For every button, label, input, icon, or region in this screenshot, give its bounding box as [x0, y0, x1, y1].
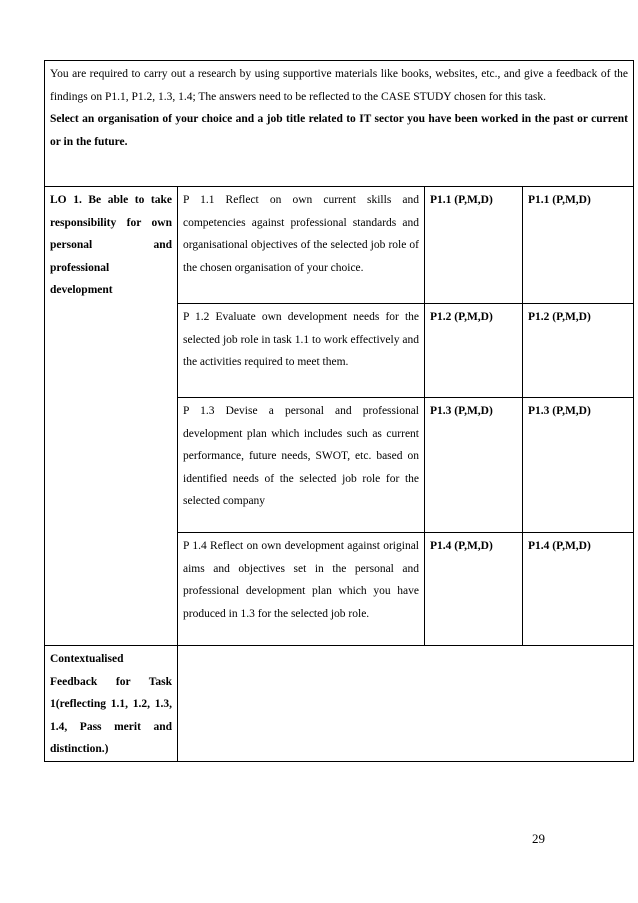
- feedback-row: [45, 646, 634, 762]
- grade-p1-1-a: P1.1 (P,M,D): [425, 187, 523, 304]
- learning-outcome-lo1: LO 1. Be able to take responsibility for own personal and professional development: [45, 187, 178, 646]
- assignment-task-table: [44, 60, 634, 762]
- grade-p1-4-b: P1.4 (P,M,D): [523, 533, 634, 646]
- task-instructions-bold: Select an organisation of your choice and a job title related to IT sector you have been worked in the past or current or in the future.: [50, 113, 628, 148]
- criterion-p1-2: P 1.2 Evaluate own development needs for the selected job role in task 1.1 to work effectively and the activities required to meet them.: [178, 304, 425, 398]
- criterion-p1-1: P 1.1 Reflect on own current skills and competencies against professional standards and organisational objectives of the selected job role of the chosen organisation of your choice.: [178, 187, 425, 304]
- page-number: 29: [532, 831, 545, 846]
- task-instructions-cell: [45, 61, 634, 187]
- criterion-p1-4: P 1.4 Reflect on own development against original aims and objectives set in the personal and professional development plan which you have produced in 1.3 for the selected job role.: [178, 533, 425, 646]
- feedback-label: Contextualised Feedback for Task 1(reflecting 1.1, 1.2, 1.3, 1.4, Pass merit and distinction.): [45, 646, 178, 762]
- grade-p1-4-a: P1.4 (P,M,D): [425, 533, 523, 646]
- intro-row: [45, 61, 634, 187]
- grade-p1-2-a: P1.2 (P,M,D): [425, 304, 523, 398]
- grade-p1-3-b: P1.3 (P,M,D): [523, 398, 634, 533]
- feedback-value: [178, 646, 634, 762]
- grade-p1-1-b: P1.1 (P,M,D): [523, 187, 634, 304]
- criterion-row-p1-1: [45, 187, 634, 304]
- grade-p1-3-a: P1.3 (P,M,D): [425, 398, 523, 533]
- task-instructions-text: You are required to carry out a research by using supportive materials like books, websites, etc., and give a feedback of the findings on P1.1, P1.2, 1.3, 1.4; The answers need to be reflected to the CASE STUDY chosen for this task.: [50, 68, 628, 103]
- grade-p1-2-b: P1.2 (P,M,D): [523, 304, 634, 398]
- criterion-p1-3: P 1.3 Devise a personal and professional development plan which includes such as current performance, future needs, SWOT, etc. based on identified needs of the selected job role for the selected company: [178, 398, 425, 533]
